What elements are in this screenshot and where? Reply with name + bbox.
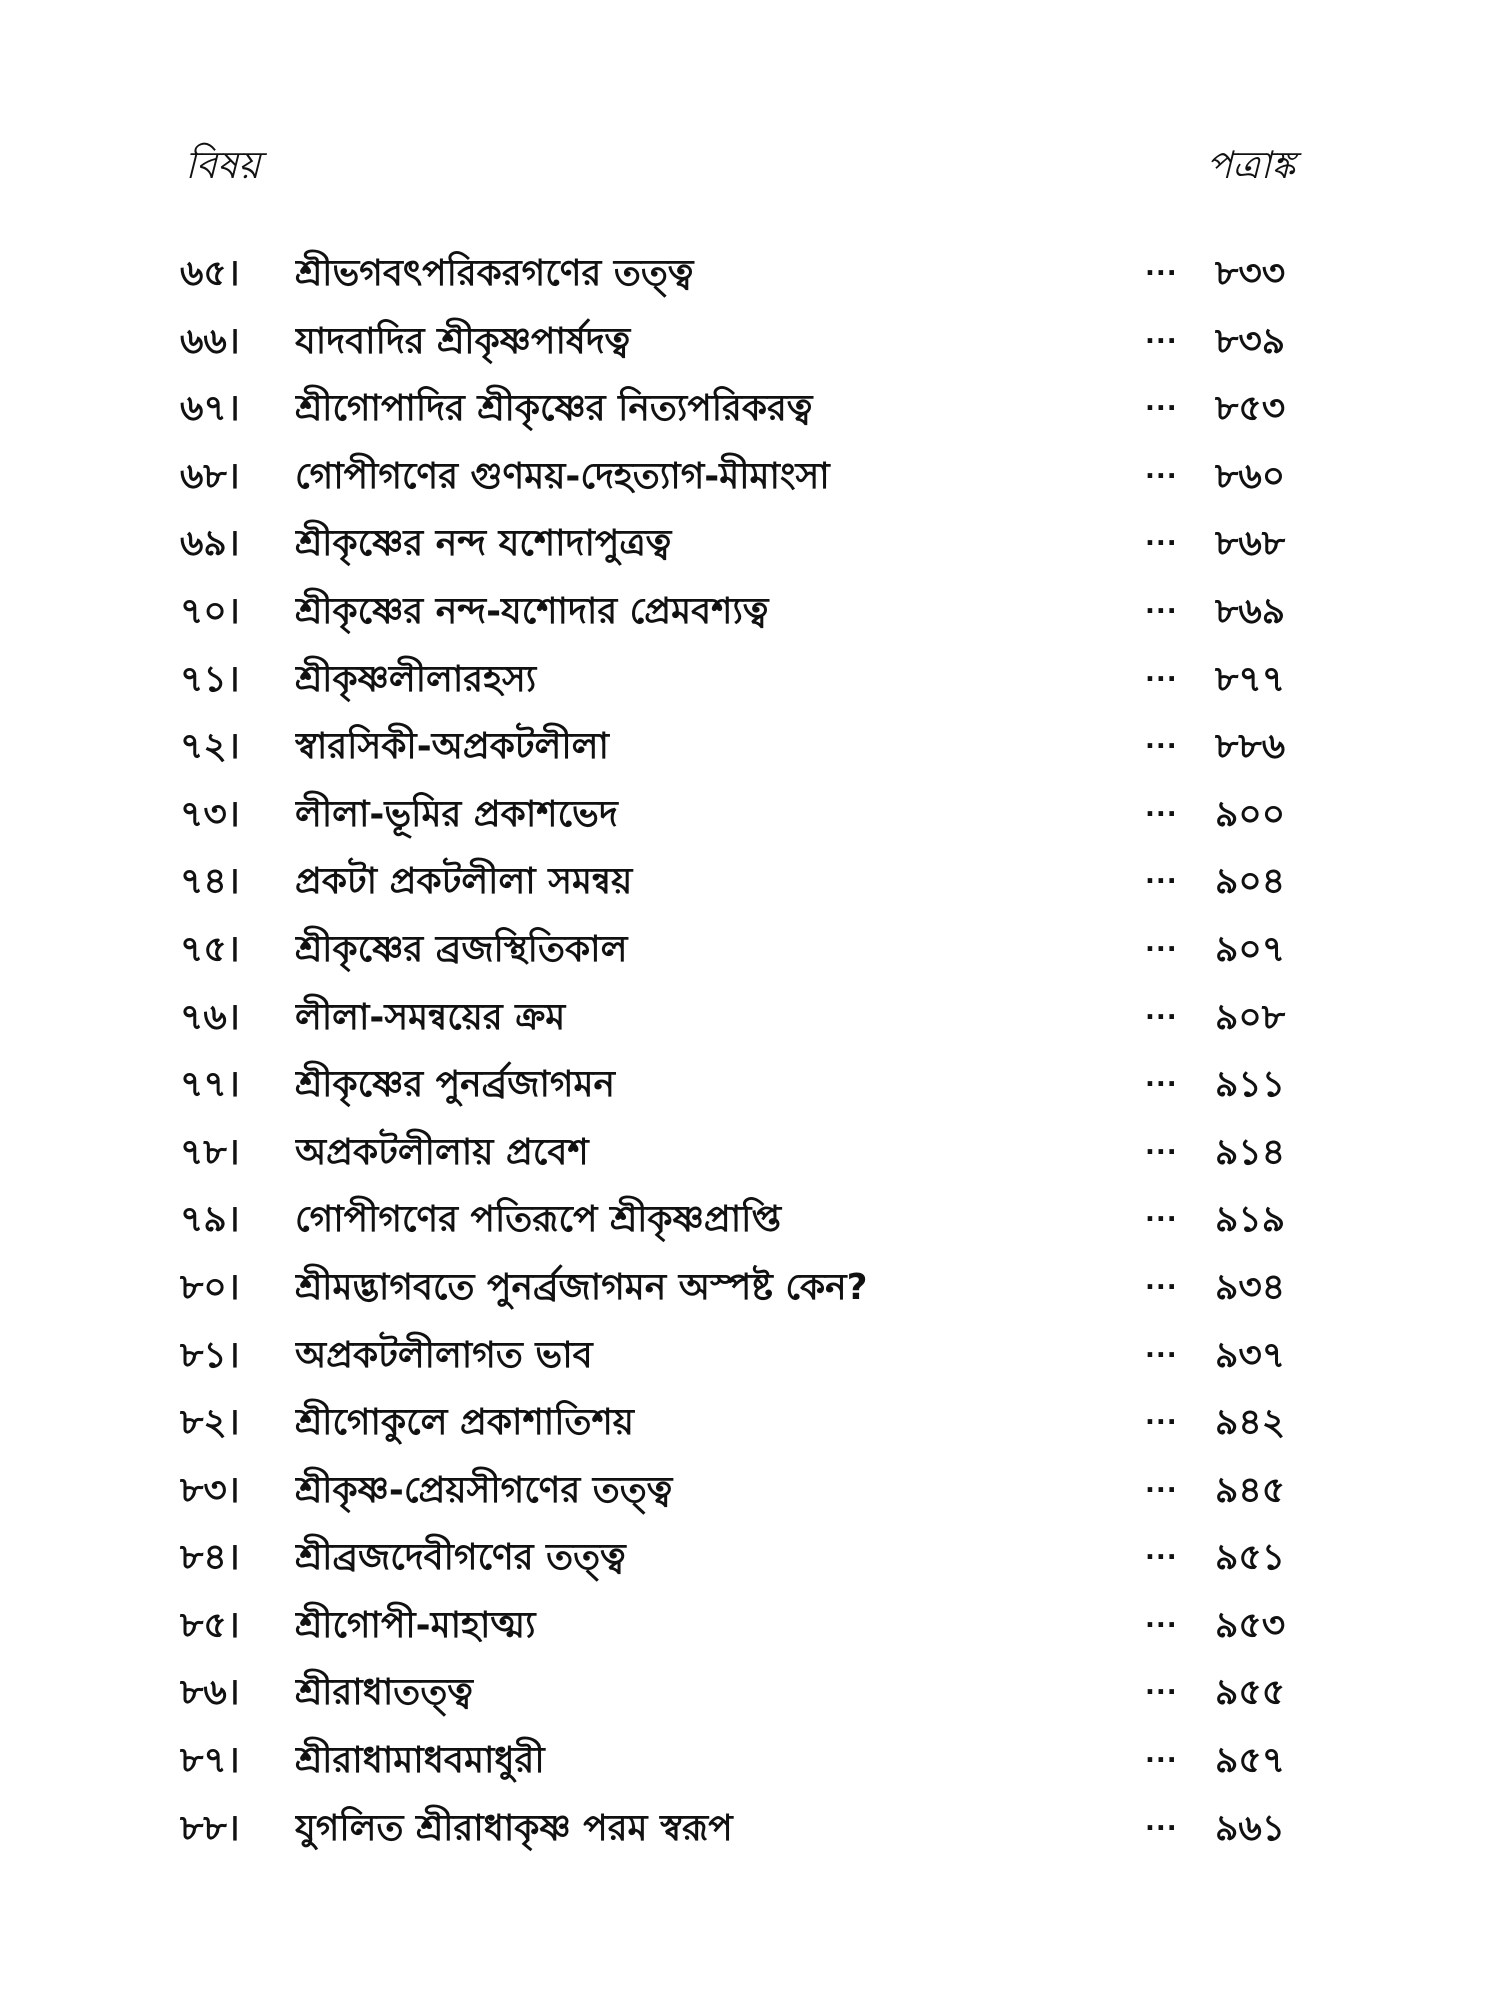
- dot-leader: ...: [1145, 252, 1178, 282]
- entry-page-number: ৯১৪: [1215, 1131, 1286, 1173]
- entry-title: অপ্রকটলীলায় প্রবেশ: [295, 1131, 589, 1173]
- entry-page-number: ৮৩৯: [1215, 320, 1286, 362]
- dot-leader: ...: [1145, 1265, 1178, 1296]
- dot-leader: ...: [1145, 1603, 1178, 1634]
- entry-number: ৭২।: [180, 726, 240, 768]
- entry-page-number: ৯০৭: [1215, 928, 1286, 970]
- toc-entry: [0, 1457, 1500, 1525]
- subject-column-label: বিষয়: [185, 143, 261, 187]
- toc-entry: [0, 1389, 1500, 1457]
- entry-number: ৬৮।: [180, 455, 240, 497]
- entry-page-number: ৯১৯: [1215, 1199, 1286, 1241]
- entry-title: শ্রীরাধামাধবমাধুরী: [295, 1740, 545, 1782]
- entry-page-number: ৮৬০: [1215, 455, 1286, 497]
- entry-number: ৮৮।: [180, 1807, 240, 1849]
- entry-title: শ্রীকৃষ্ণের পুনর্ব্রজাগমন: [295, 1064, 615, 1106]
- toc-entry: [0, 240, 1500, 308]
- entry-number: ৭৯।: [180, 1199, 240, 1241]
- entry-title: শ্রীগোপাদির শ্রীকৃষ্ণের নিত্যপরিকরত্ব: [295, 388, 813, 430]
- entry-title: স্বারসিকী-অপ্রকটলীলা: [295, 726, 609, 768]
- dot-leader: ...: [1145, 1468, 1178, 1499]
- entry-number: ৭৪।: [180, 861, 240, 903]
- entry-number: ৭৮।: [180, 1131, 240, 1173]
- entry-number: ৬৯।: [180, 523, 240, 565]
- entry-page-number: ৯১১: [1215, 1064, 1286, 1106]
- entry-page-number: ৮৬৯: [1215, 590, 1286, 632]
- dot-leader: ...: [1145, 1401, 1178, 1432]
- entry-title: গোপীগণের পতিরূপে শ্রীকৃষ্ণপ্রাপ্তি: [295, 1199, 782, 1241]
- toc-entry: [0, 1727, 1500, 1795]
- dot-leader: ...: [1145, 1063, 1178, 1094]
- entry-page-number: ৯৬১: [1215, 1807, 1286, 1849]
- toc-entry: [0, 1119, 1500, 1187]
- entry-title: শ্রীকৃষ্ণের নন্দ যশোদাপুত্রত্ব: [295, 523, 672, 565]
- entry-number: ৮৪।: [180, 1537, 240, 1579]
- dot-leader: ...: [1145, 1130, 1178, 1161]
- dot-leader: ...: [1145, 1739, 1178, 1770]
- toc-entry: [0, 781, 1500, 849]
- entry-number: ৮০।: [180, 1266, 240, 1308]
- toc-entry: [0, 646, 1500, 714]
- entry-page-number: ৮৩৩: [1215, 253, 1286, 294]
- dot-leader: ...: [1145, 387, 1178, 418]
- dot-leader: ...: [1145, 1333, 1178, 1364]
- toc-header: [185, 136, 1295, 196]
- entry-title: যাদবাদির শ্রীকৃষ্ণপার্ষদত্ব: [295, 320, 631, 362]
- entry-page-number: ৯৫৫: [1215, 1672, 1286, 1714]
- toc-entry: [0, 916, 1500, 984]
- entry-number: ৮৫।: [180, 1604, 240, 1646]
- entry-title: শ্রীরাধাতত্ত্ব: [295, 1672, 473, 1714]
- toc-entry: [0, 1795, 1500, 1863]
- entry-title: প্রকটা প্রকটলীলা সমন্বয়: [295, 861, 633, 903]
- entry-title: লীলা-ভূমির প্রকাশভেদ: [295, 793, 618, 835]
- entry-number: ৮২।: [180, 1402, 240, 1444]
- dot-leader: ...: [1145, 995, 1178, 1026]
- entry-title: শ্রীকৃষ্ণের নন্দ-যশোদার প্রেমবশ্যত্ব: [295, 590, 769, 632]
- dot-leader: ...: [1145, 319, 1178, 350]
- entry-page-number: ৯০৪: [1215, 861, 1286, 903]
- toc-list: [0, 240, 1500, 1862]
- entry-number: ৮৩।: [180, 1469, 240, 1511]
- entry-number: ৭৭।: [180, 1064, 240, 1106]
- entry-number: ৭৩।: [180, 793, 240, 835]
- toc-entry: [0, 848, 1500, 916]
- toc-entry: [0, 1322, 1500, 1390]
- toc-entry: [0, 1051, 1500, 1119]
- toc-entry: [0, 984, 1500, 1052]
- entry-title: শ্রীব্রজদেবীগণের তত্ত্ব: [295, 1537, 626, 1579]
- dot-leader: ...: [1145, 725, 1178, 756]
- entry-page-number: ৯০০: [1215, 793, 1286, 835]
- entry-number: ৭০।: [180, 590, 240, 632]
- entry-page-number: ৮৬৮: [1215, 523, 1286, 565]
- dot-leader: ...: [1145, 1198, 1178, 1229]
- page-column-label: পত্রাঙ্ক: [1206, 143, 1295, 187]
- toc-entry: [0, 713, 1500, 781]
- dot-leader: ...: [1145, 1536, 1178, 1567]
- entry-page-number: ৯৪২: [1215, 1402, 1286, 1444]
- entry-page-number: ৯৫১: [1215, 1537, 1286, 1579]
- entry-title: শ্রীগোপী-মাহাত্ম্য: [295, 1604, 536, 1646]
- dot-leader: ...: [1145, 860, 1178, 891]
- entry-title: লীলা-সমন্বয়ের ক্রম: [295, 996, 566, 1038]
- entry-number: ৬৫।: [180, 253, 240, 294]
- entry-page-number: ৮৭৭: [1215, 658, 1286, 700]
- toc-entry: [0, 1254, 1500, 1322]
- toc-entry: [0, 578, 1500, 646]
- entry-page-number: ৯৩৪: [1215, 1266, 1286, 1308]
- entry-number: ৭১।: [180, 658, 240, 700]
- toc-entry: [0, 443, 1500, 511]
- entry-page-number: ৮৮৬: [1215, 726, 1286, 768]
- dot-leader: ...: [1145, 927, 1178, 958]
- entry-page-number: ৯৫৭: [1215, 1740, 1286, 1782]
- entry-page-number: ৯৩৭: [1215, 1334, 1286, 1376]
- entry-number: ৭৫।: [180, 928, 240, 970]
- toc-entry: [0, 1524, 1500, 1592]
- entry-page-number: ৯৪৫: [1215, 1469, 1286, 1511]
- entry-page-number: ৯০৮: [1215, 996, 1286, 1038]
- entry-number: ৬৬।: [180, 320, 240, 362]
- dot-leader: ...: [1145, 792, 1178, 823]
- toc-entry: [0, 375, 1500, 443]
- entry-number: ৮৬।: [180, 1672, 240, 1714]
- entry-number: ৮৭।: [180, 1740, 240, 1782]
- entry-title: যুগলিত শ্রীরাধাকৃষ্ণ পরম স্বরূপ: [295, 1807, 733, 1849]
- entry-title: অপ্রকটলীলাগত ভাব: [295, 1334, 593, 1376]
- dot-leader: ...: [1145, 1671, 1178, 1702]
- entry-title: শ্রীগোকুলে প্রকাশাতিশয়: [295, 1402, 635, 1444]
- dot-leader: ...: [1145, 522, 1178, 553]
- dot-leader: ...: [1145, 589, 1178, 620]
- dot-leader: ...: [1145, 454, 1178, 485]
- entry-title: শ্রীকৃষ্ণলীলারহস্য: [295, 658, 537, 700]
- entry-title: শ্রীভগবৎপরিকরগণের তত্ত্ব: [295, 253, 694, 294]
- entry-title: শ্রীকৃষ্ণের ব্রজস্থিতিকাল: [295, 928, 628, 970]
- entry-title: শ্রীকৃষ্ণ-প্রেয়সীগণের তত্ত্ব: [295, 1469, 673, 1511]
- dot-leader: ...: [1145, 1806, 1178, 1837]
- entry-title: গোপীগণের গুণময়-দেহত্যাগ-মীমাংসা: [295, 455, 830, 497]
- toc-entry: [0, 1186, 1500, 1254]
- entry-number: ৮১।: [180, 1334, 240, 1376]
- toc-entry: [0, 1659, 1500, 1727]
- dot-leader: ...: [1145, 657, 1178, 688]
- entry-number: ৬৭।: [180, 388, 240, 430]
- toc-entry: [0, 510, 1500, 578]
- toc-entry: [0, 1592, 1500, 1660]
- entry-title: শ্রীমদ্ভাগবতে পুনর্ব্রজাগমন অস্পষ্ট কেন?: [295, 1266, 868, 1308]
- entry-number: ৭৬।: [180, 996, 240, 1038]
- entry-page-number: ৮৫৩: [1215, 388, 1286, 430]
- toc-entry: [0, 308, 1500, 376]
- entry-page-number: ৯৫৩: [1215, 1604, 1286, 1646]
